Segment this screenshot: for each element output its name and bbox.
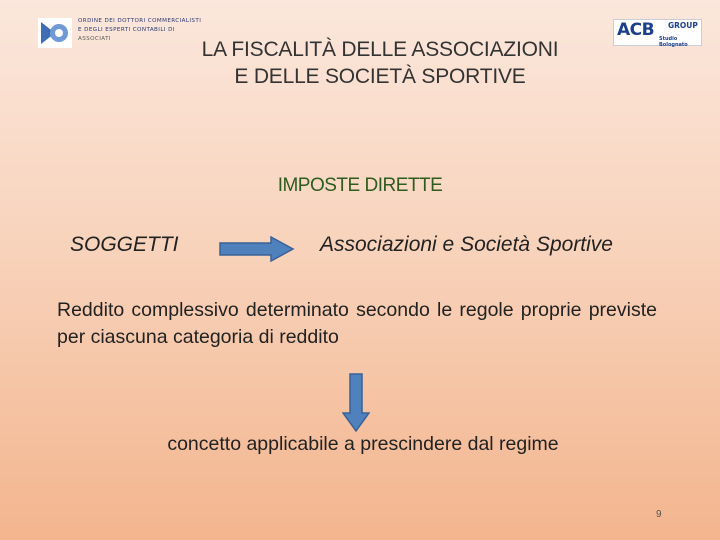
soggetti-label: SOGGETTI: [70, 233, 179, 256]
down-arrow-icon: [342, 373, 370, 433]
acb-brand-text: ACB: [617, 20, 655, 40]
slide-title: [120, 36, 640, 90]
page-number: 9: [656, 509, 662, 520]
conclusion-text: concetto applicabile a prescindere dal regime: [167, 433, 559, 455]
soggetti-value: Associazioni e Società Sportive: [320, 233, 613, 256]
body-paragraph: Reddito complessivo determinato secondo le regole proprie previste per ciascuna categoria di reddito: [57, 299, 657, 348]
acb-group-text: GROUP: [668, 21, 698, 30]
logo-line-3: ASSOCIATI: [78, 36, 111, 42]
acb-studio-text: Studio Bolognato: [659, 36, 688, 48]
association-logo-mark: [38, 18, 72, 48]
logo-line-1: ORDINE DEI DOTTORI COMMERCIALISTI: [78, 18, 202, 24]
right-arrow-icon: [219, 236, 295, 262]
section-heading: IMPOSTE DIRETTE: [277, 175, 443, 196]
slide-title-line-2: E DELLE SOCIETÀ SPORTIVE: [234, 65, 526, 88]
slide-title-line-1: LA FISCALITÀ DELLE ASSOCIAZIONI: [201, 38, 559, 61]
logo-line-2: E DEGLI ESPERTI CONTABILI DI: [78, 27, 175, 33]
